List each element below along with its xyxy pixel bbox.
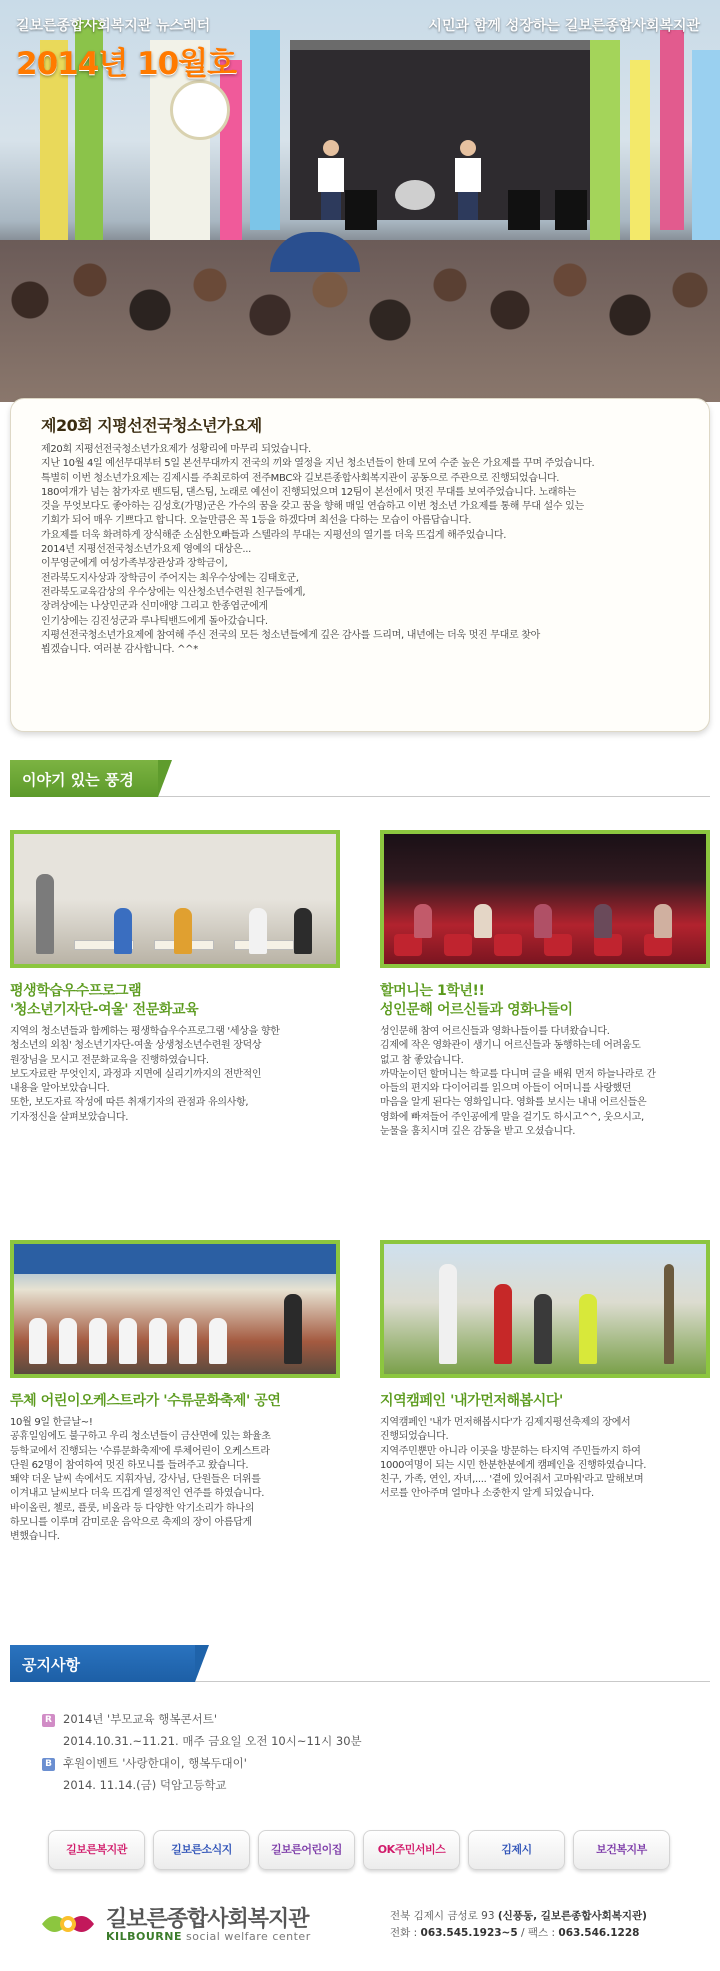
tel-label: 전화 : bbox=[390, 1927, 418, 1939]
notice-badge: R bbox=[42, 1714, 55, 1727]
story-body bbox=[380, 1025, 710, 1139]
issue-title: 2014년 10월호 bbox=[16, 46, 237, 82]
story-body-line: 서로를 안아주며 얼마나 소중한지 알게 되었습니다. bbox=[380, 1488, 594, 1500]
feature-line: 2014년 지평선전국청소년가요제 영예의 대상은... bbox=[41, 544, 252, 556]
festival-emblem-image bbox=[170, 80, 230, 140]
feature-line: 가요제를 더욱 화려하게 장식해준 소심한오빠들과 스텔라의 무대는 지평선의 열기를 더욱 뜨겁게 해주었습니다. bbox=[41, 529, 507, 541]
musician-figure bbox=[89, 1318, 107, 1364]
story-body-line: 진행되었습니다. bbox=[380, 1431, 449, 1443]
speaker-amp bbox=[345, 190, 377, 230]
stage-pillar bbox=[250, 30, 280, 230]
story-card[interactable] bbox=[10, 830, 340, 1125]
musician-figure bbox=[59, 1318, 77, 1364]
story-body-line: 보도자료란 무엇인지, 과정과 지면에 실리기까지의 전반적인 bbox=[10, 1068, 262, 1080]
story-body-line: 친구, 가족, 연인, 자녀,.... '곁에 있어줘서 고마워'라고 말해보며 bbox=[380, 1474, 644, 1486]
stage-pillar bbox=[660, 30, 684, 230]
student-figure bbox=[174, 908, 192, 954]
story-body-line: 변했습니다. bbox=[10, 1531, 60, 1543]
fax-number: 063.546.1228 bbox=[558, 1927, 640, 1939]
story-card[interactable] bbox=[380, 1240, 710, 1502]
tel-number: 063.545.1923~5 bbox=[420, 1927, 518, 1939]
story-photo[interactable] bbox=[380, 1240, 710, 1378]
feature-line: 180여개가 넘는 참가자로 밴드팀, 댄스팀, 노래로 예선이 진행되었으며 12팀이 본선에서 멋진 무대를 보여주었습니다. 노래하는 bbox=[41, 486, 577, 498]
story-body-line: 단원 62명이 참여하여 멋진 하모니를 들려주고 왔습니다. bbox=[10, 1459, 249, 1471]
story-body-line: 눈물을 훔치시며 깊은 감동을 받고 오셨습니다. bbox=[380, 1126, 576, 1138]
audience-figure bbox=[474, 904, 492, 938]
audience-figure bbox=[414, 904, 432, 938]
link-button-gimje-city[interactable]: 김제시 bbox=[468, 1830, 565, 1870]
audience-figure bbox=[654, 904, 672, 938]
quick-links bbox=[48, 1830, 673, 1870]
section-title-notices bbox=[10, 1645, 195, 1682]
person-figure bbox=[534, 1294, 552, 1364]
address-text: 전북 김제시 금성로 93 bbox=[390, 1910, 495, 1922]
link-button-welfare-center[interactable]: 길보른복지관 bbox=[48, 1830, 145, 1870]
story-photo[interactable] bbox=[10, 1240, 340, 1378]
story-title[interactable] bbox=[380, 982, 710, 1020]
performer-figure bbox=[455, 140, 481, 220]
feature-line: 이무영군에게 여성가족부장관상과 장학금이, bbox=[41, 558, 228, 570]
feature-body bbox=[41, 443, 691, 657]
speaker-amp bbox=[508, 190, 540, 230]
story-body bbox=[10, 1416, 340, 1545]
feature-title: 제20회 지평선전국청소년가요제 bbox=[41, 416, 262, 435]
feature-line: 전라북도지사상과 장학금이 주어지는 최우수상에는 김태호군, bbox=[41, 572, 299, 584]
org-logo-icon bbox=[40, 1906, 96, 1942]
notice-title[interactable]: 2014년 '부모교육 행복콘서트' bbox=[63, 1712, 217, 1726]
feature-line: 특별히 이번 청소년가요제는 김제시를 주최로하여 전주MBC와 길보른종합사회복지관이 공동으로 주관으로 진행되었습니다. bbox=[41, 472, 560, 484]
story-body-line: 뙈약 더운 날씨 속에서도 지휘자님, 강사님, 단원들은 더위를 bbox=[10, 1474, 261, 1486]
story-body-line: 또한, 보도자료 작성에 따른 취재기자의 관점과 유의사항, bbox=[10, 1097, 249, 1109]
speaker-figure bbox=[36, 874, 54, 954]
story-body-line: 1000여명이 되는 시민 한분한분에게 캠페인을 진행하였습니다. bbox=[380, 1459, 647, 1471]
student-figure bbox=[114, 908, 132, 954]
feature-line: 지평선전국청소년가요제에 참여해 주신 전국의 모든 청소년들에게 깊은 감사를 드리며, 내년에는 더욱 멋진 무대로 찾아 bbox=[41, 629, 540, 641]
musician-figure bbox=[179, 1318, 197, 1364]
story-card[interactable] bbox=[380, 830, 710, 1139]
stage-pillar bbox=[692, 50, 720, 250]
story-body bbox=[380, 1416, 710, 1502]
story-body-line: 바이올린, 첼로, 플룻, 비올라 등 다양한 악기소리가 하나의 bbox=[10, 1502, 255, 1514]
org-name-english-a: KILBOURNE bbox=[106, 1930, 182, 1943]
address-detail: (신풍동, 길보른종합사회복지관) bbox=[497, 1910, 647, 1922]
story-body-line: 10월 9일 한글날~! bbox=[10, 1417, 93, 1428]
section-title-text: 공지사항 bbox=[22, 1656, 80, 1674]
stage-pillar bbox=[630, 60, 650, 260]
person-figure bbox=[439, 1264, 457, 1364]
musician-figure bbox=[149, 1318, 167, 1364]
stage-pillar bbox=[220, 60, 242, 260]
umbrella bbox=[270, 232, 360, 272]
story-title[interactable] bbox=[10, 982, 340, 1020]
feature-line: 것을 무엇보다도 좋아하는 김성호(가명)군은 가수의 꿈을 갖고 꿈을 향해 매일 연습하고 이번 청소년 가요제를 통해 무대 설수 있는 bbox=[41, 501, 584, 513]
performer-figure bbox=[318, 140, 344, 220]
feature-line: 제20회 지평선전국청소년가요제가 성황리에 마무리 되었습니다. bbox=[41, 444, 311, 455]
slogan: 시민과 함께 성장하는 길보른종합사회복지관 bbox=[428, 18, 700, 34]
notice-detail: 2014.10.31.~11.21. 매주 금요일 오전 10시~11시 30분 bbox=[63, 1734, 362, 1748]
story-body-line: 하모니를 이루며 감미로운 음악으로 축제의 장이 아름답게 bbox=[10, 1517, 252, 1529]
story-body-line: 지역의 청소년들과 함께하는 평생학습우수프로그램 '세상을 향한 bbox=[10, 1026, 280, 1037]
story-body-line: 기자정신을 살펴보았습니다. bbox=[10, 1111, 129, 1123]
feature-line: 지난 10월 4일 예선무대부터 5일 본선무대까지 전국의 끼와 열정을 지닌 청소년들이 한데 모여 수준 높은 가요제를 꾸며 주었습니다. bbox=[41, 458, 595, 470]
story-card[interactable] bbox=[10, 1240, 340, 1545]
audience-crowd bbox=[0, 240, 720, 402]
musician-figure bbox=[119, 1318, 137, 1364]
feature-article bbox=[10, 398, 710, 732]
person-figure bbox=[494, 1284, 512, 1364]
story-body-line: 등학교에서 진행되는 '수류문화축제'에 루체어린이 오케스트라 bbox=[10, 1445, 270, 1457]
story-title[interactable] bbox=[10, 1392, 340, 1411]
speaker-amp bbox=[555, 190, 587, 230]
feature-line: 전라북도교육감상의 우수상에는 익산청소년수련원 친구들에게, bbox=[41, 586, 306, 598]
link-button-newsletter[interactable]: 길보른소식지 bbox=[153, 1830, 250, 1870]
link-button-ok-service[interactable]: OK주민서비스 bbox=[363, 1830, 460, 1870]
story-body-line: 까막눈이던 할머니는 학교를 다니며 글을 배워 먼저 하늘나라로 간 bbox=[380, 1068, 656, 1080]
cinema-seat bbox=[494, 934, 522, 956]
story-title-line[interactable]: 할머니는 1학년!! bbox=[380, 983, 485, 999]
musician-figure bbox=[209, 1318, 227, 1364]
feature-line: 장려상에는 나상민군과 신미애양 그리고 한종엽군에게 bbox=[41, 601, 268, 613]
conductor-figure bbox=[284, 1294, 302, 1364]
fax-label: / 팩스 : bbox=[521, 1927, 556, 1939]
student-figure bbox=[249, 908, 267, 954]
notice-item[interactable] bbox=[42, 1752, 247, 1796]
story-body-line: 공휴일임에도 불구하고 우리 청소년들이 금산면에 있는 화율초 bbox=[10, 1431, 271, 1443]
story-body-line: 영화에 빠져들어 주인공에게 말을 걸기도 하시고^^, 웃으시고, bbox=[380, 1111, 644, 1123]
story-body-line: 이겨내고 날씨보다 더욱 뜨겁게 열정적인 연주를 하였습니다. bbox=[10, 1488, 265, 1500]
story-title-line[interactable]: 평생학습우수프로그램 bbox=[10, 983, 142, 999]
org-name-korean: 길보른종합사회복지관 bbox=[106, 1907, 309, 1932]
tree-trunk bbox=[664, 1264, 674, 1364]
story-body-line: 아들의 편지와 다이어리를 읽으며 아들이 어머니를 사랑했던 bbox=[380, 1083, 632, 1095]
story-title-line[interactable]: 루체 어린이오케스트라가 '수류문화축제' 공연 bbox=[10, 1393, 281, 1409]
story-body-line: 내용을 알아보았습니다. bbox=[10, 1083, 110, 1095]
student-figure bbox=[294, 908, 312, 954]
tent-canopy bbox=[14, 1244, 340, 1274]
link-button-daycare[interactable]: 길보른어린이집 bbox=[258, 1830, 355, 1870]
footer bbox=[0, 1885, 720, 1971]
notice-badge: B bbox=[42, 1758, 55, 1771]
feature-line: 뵙겠습니다. 여러분 감사합니다. ^^* bbox=[41, 644, 198, 656]
story-body-line: 성인문해 참여 어르신들과 영화나들이를 다녀왔습니다. bbox=[380, 1026, 610, 1037]
section-title-text: 이야기 있는 풍경 bbox=[22, 771, 134, 789]
stage-pillar bbox=[590, 40, 620, 240]
notice-item[interactable] bbox=[42, 1708, 362, 1752]
story-body-line: 지역주민뿐만 아니라 이곳을 방문하는 타지역 주민들까지 하여 bbox=[380, 1445, 641, 1457]
story-title-line[interactable]: 지역캠페인 '내가먼저해봅시다' bbox=[380, 1393, 563, 1409]
link-button-health-ministry[interactable]: 보건복지부 bbox=[573, 1830, 670, 1870]
musician-figure bbox=[29, 1318, 47, 1364]
org-name-english bbox=[106, 1930, 311, 1943]
cinema-seat bbox=[444, 934, 472, 956]
notice-title[interactable]: 후원이벤트 '사랑한대이, 행복두대이' bbox=[63, 1756, 247, 1770]
hero-banner bbox=[0, 0, 720, 402]
contact-info bbox=[390, 1908, 647, 1942]
notice-detail: 2014. 11.14.(금) 덕암고등학교 bbox=[63, 1778, 227, 1792]
story-title-line[interactable]: '청소년기자단-여울' 전문화교육 bbox=[10, 1002, 199, 1018]
story-photo[interactable] bbox=[10, 830, 340, 968]
story-title[interactable] bbox=[380, 1392, 710, 1411]
story-photo[interactable] bbox=[380, 830, 710, 968]
story-title-line[interactable]: 성인문해 어르신들과 영화나들이 bbox=[380, 1002, 573, 1018]
stage-truss bbox=[290, 40, 620, 50]
drum-kit bbox=[395, 180, 435, 210]
feature-line: 인기상에는 김진성군과 루나틱밴드에게 돌아갔습니다. bbox=[41, 615, 268, 627]
section-title-stories bbox=[10, 760, 158, 797]
feature-line: 기회가 되어 매우 기쁘다고 합니다. 오늘만큼은 꼭 1등을 하겠다며 최선을 다하는 모습이 아름답습니다. bbox=[41, 515, 472, 527]
story-body-line: 청소년의 외침' 청소년기자단-여울 상생청소년수련원 장덕상 bbox=[10, 1040, 262, 1052]
audience-figure bbox=[534, 904, 552, 938]
newsletter-name: 길보른종합사회복지관 뉴스레터 bbox=[16, 18, 211, 34]
story-body-line: 원장님을 모시고 전문화교육을 진행하였습니다. bbox=[10, 1054, 209, 1066]
audience-figure bbox=[594, 904, 612, 938]
org-name-english-b: social welfare center bbox=[185, 1930, 311, 1943]
story-body bbox=[10, 1025, 340, 1125]
story-body-line: 김제에 작은 영화관이 생기니 어르신들과 동행하는데 어려움도 bbox=[380, 1040, 641, 1052]
story-body-line: 없고 참 좋았습니다. bbox=[380, 1054, 464, 1066]
person-figure bbox=[579, 1294, 597, 1364]
story-body-line: 마음을 알게 된다는 영화입니다. 영화를 보시는 내내 어르신들은 bbox=[380, 1097, 647, 1109]
story-body-line: 지역캠페인 '내가 먼저해봅시다'가 김제지평선축제의 장에서 bbox=[380, 1417, 631, 1428]
